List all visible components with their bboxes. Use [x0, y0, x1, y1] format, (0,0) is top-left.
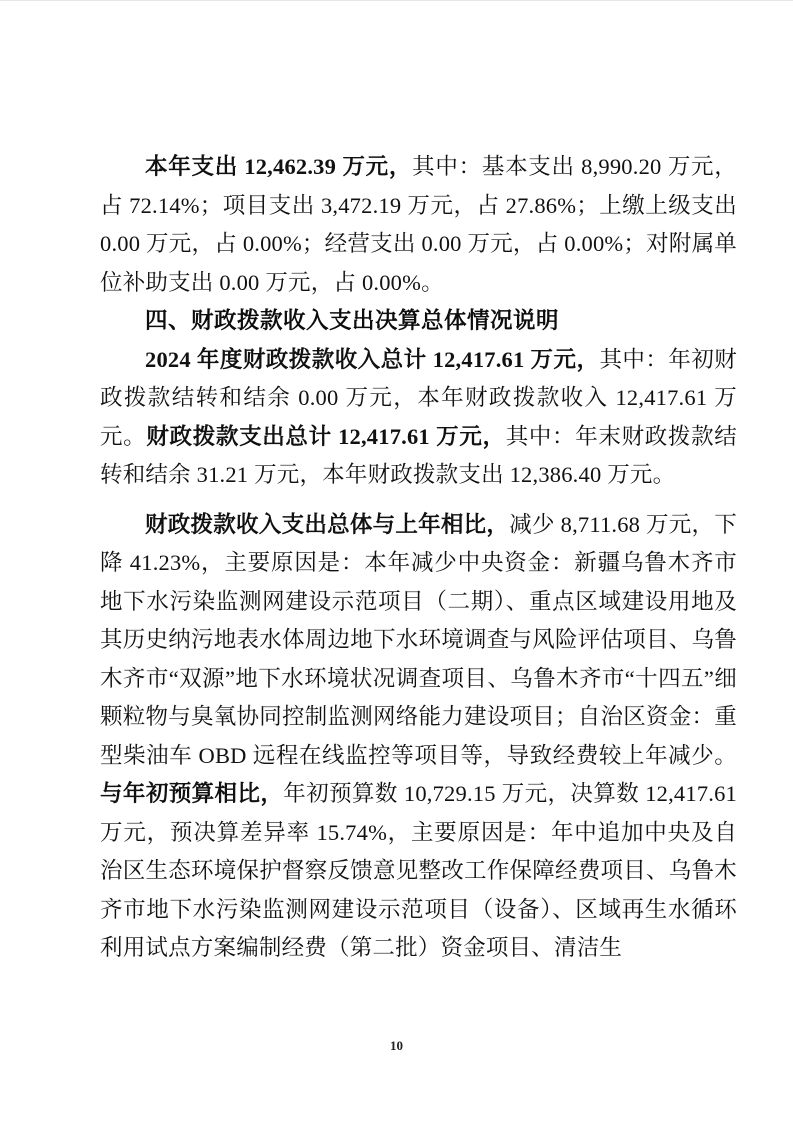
page-number: 10 — [390, 1038, 403, 1053]
fiscal-income-detail-text: 其中：年初财政拨款结转和结余 0.00 万元，本年财政拨款收入 12,417.61 万元。 — [100, 346, 737, 449]
document-body — [100, 148, 737, 968]
fiscal-expenditure-total-bold: 财政拨款支出总计 12,417.61 万元， — [146, 423, 506, 449]
page-footer — [0, 1037, 793, 1055]
compare-previous-year-bold: 财政拨款收入支出总体与上年相比， — [145, 511, 510, 537]
fiscal-income-total-bold: 2024 年度财政拨款收入总计 12,417.61 万元， — [145, 346, 600, 372]
annual-expenditure-lead-bold: 本年支出 12,462.39 万元， — [145, 154, 413, 179]
fiscal-expenditure-detail-text: 其中：年末财政拨款结转和结余 31.21 万元，本年财政拨款支出 12,386.40 万元。 — [100, 423, 737, 487]
paragraph-year-comparison — [100, 506, 737, 968]
section-heading-fiscal-appropriation: 四、财政拨款收入支出决算总体情况说明 — [145, 308, 560, 333]
paragraph-annual-expenditure — [100, 148, 737, 302]
annual-expenditure-detail-text: 其中：基本支出 8,990.20 万元，占 72.14%；项目支出 3,472.19 万元，占 27.86%；上缴上级支出 0.00 万元，占 0.00%；经营支出 0.00 万元，占 0.00%；对附属单位补助支出 0.00 万元，占 0.00%。 — [100, 154, 737, 295]
compare-previous-year-detail-text: 减少 8,711.68 万元，下降 41.23%，主要原因是：本年减少中央资金：新疆乌鲁木齐市地下水污染监测网建设示范项目（二期）、重点区域建设用地及其历史纳污地表水体周边地下水环境调查与风险评估项目、乌鲁木齐市“双源”地下水环境状况调查项目、乌鲁木齐市“十四五”细颗粒物与臭氧协同控制监测网络能力建设项目；自治区资金：重型柴油车 OBD 远程在线监控等项目等，导致经费较上年减少。 — [100, 511, 738, 768]
compare-initial-budget-detail-text: 年初预算数 10,729.15 万元，决算数 12,417.61 万元，预决算差异率 15.74%，主要原因是：年中追加中央及自治区生态环境保护督察反馈意见整改工作保障经费项目、乌鲁木齐市地下水污染监测网建设示范项目（设备）、区域再生水循环利用试点方案编制经费（第二批）资金项目、清洁生 — [100, 781, 737, 960]
compare-initial-budget-bold: 与年初预算相比， — [100, 781, 284, 806]
paragraph-fiscal-totals — [100, 341, 737, 495]
